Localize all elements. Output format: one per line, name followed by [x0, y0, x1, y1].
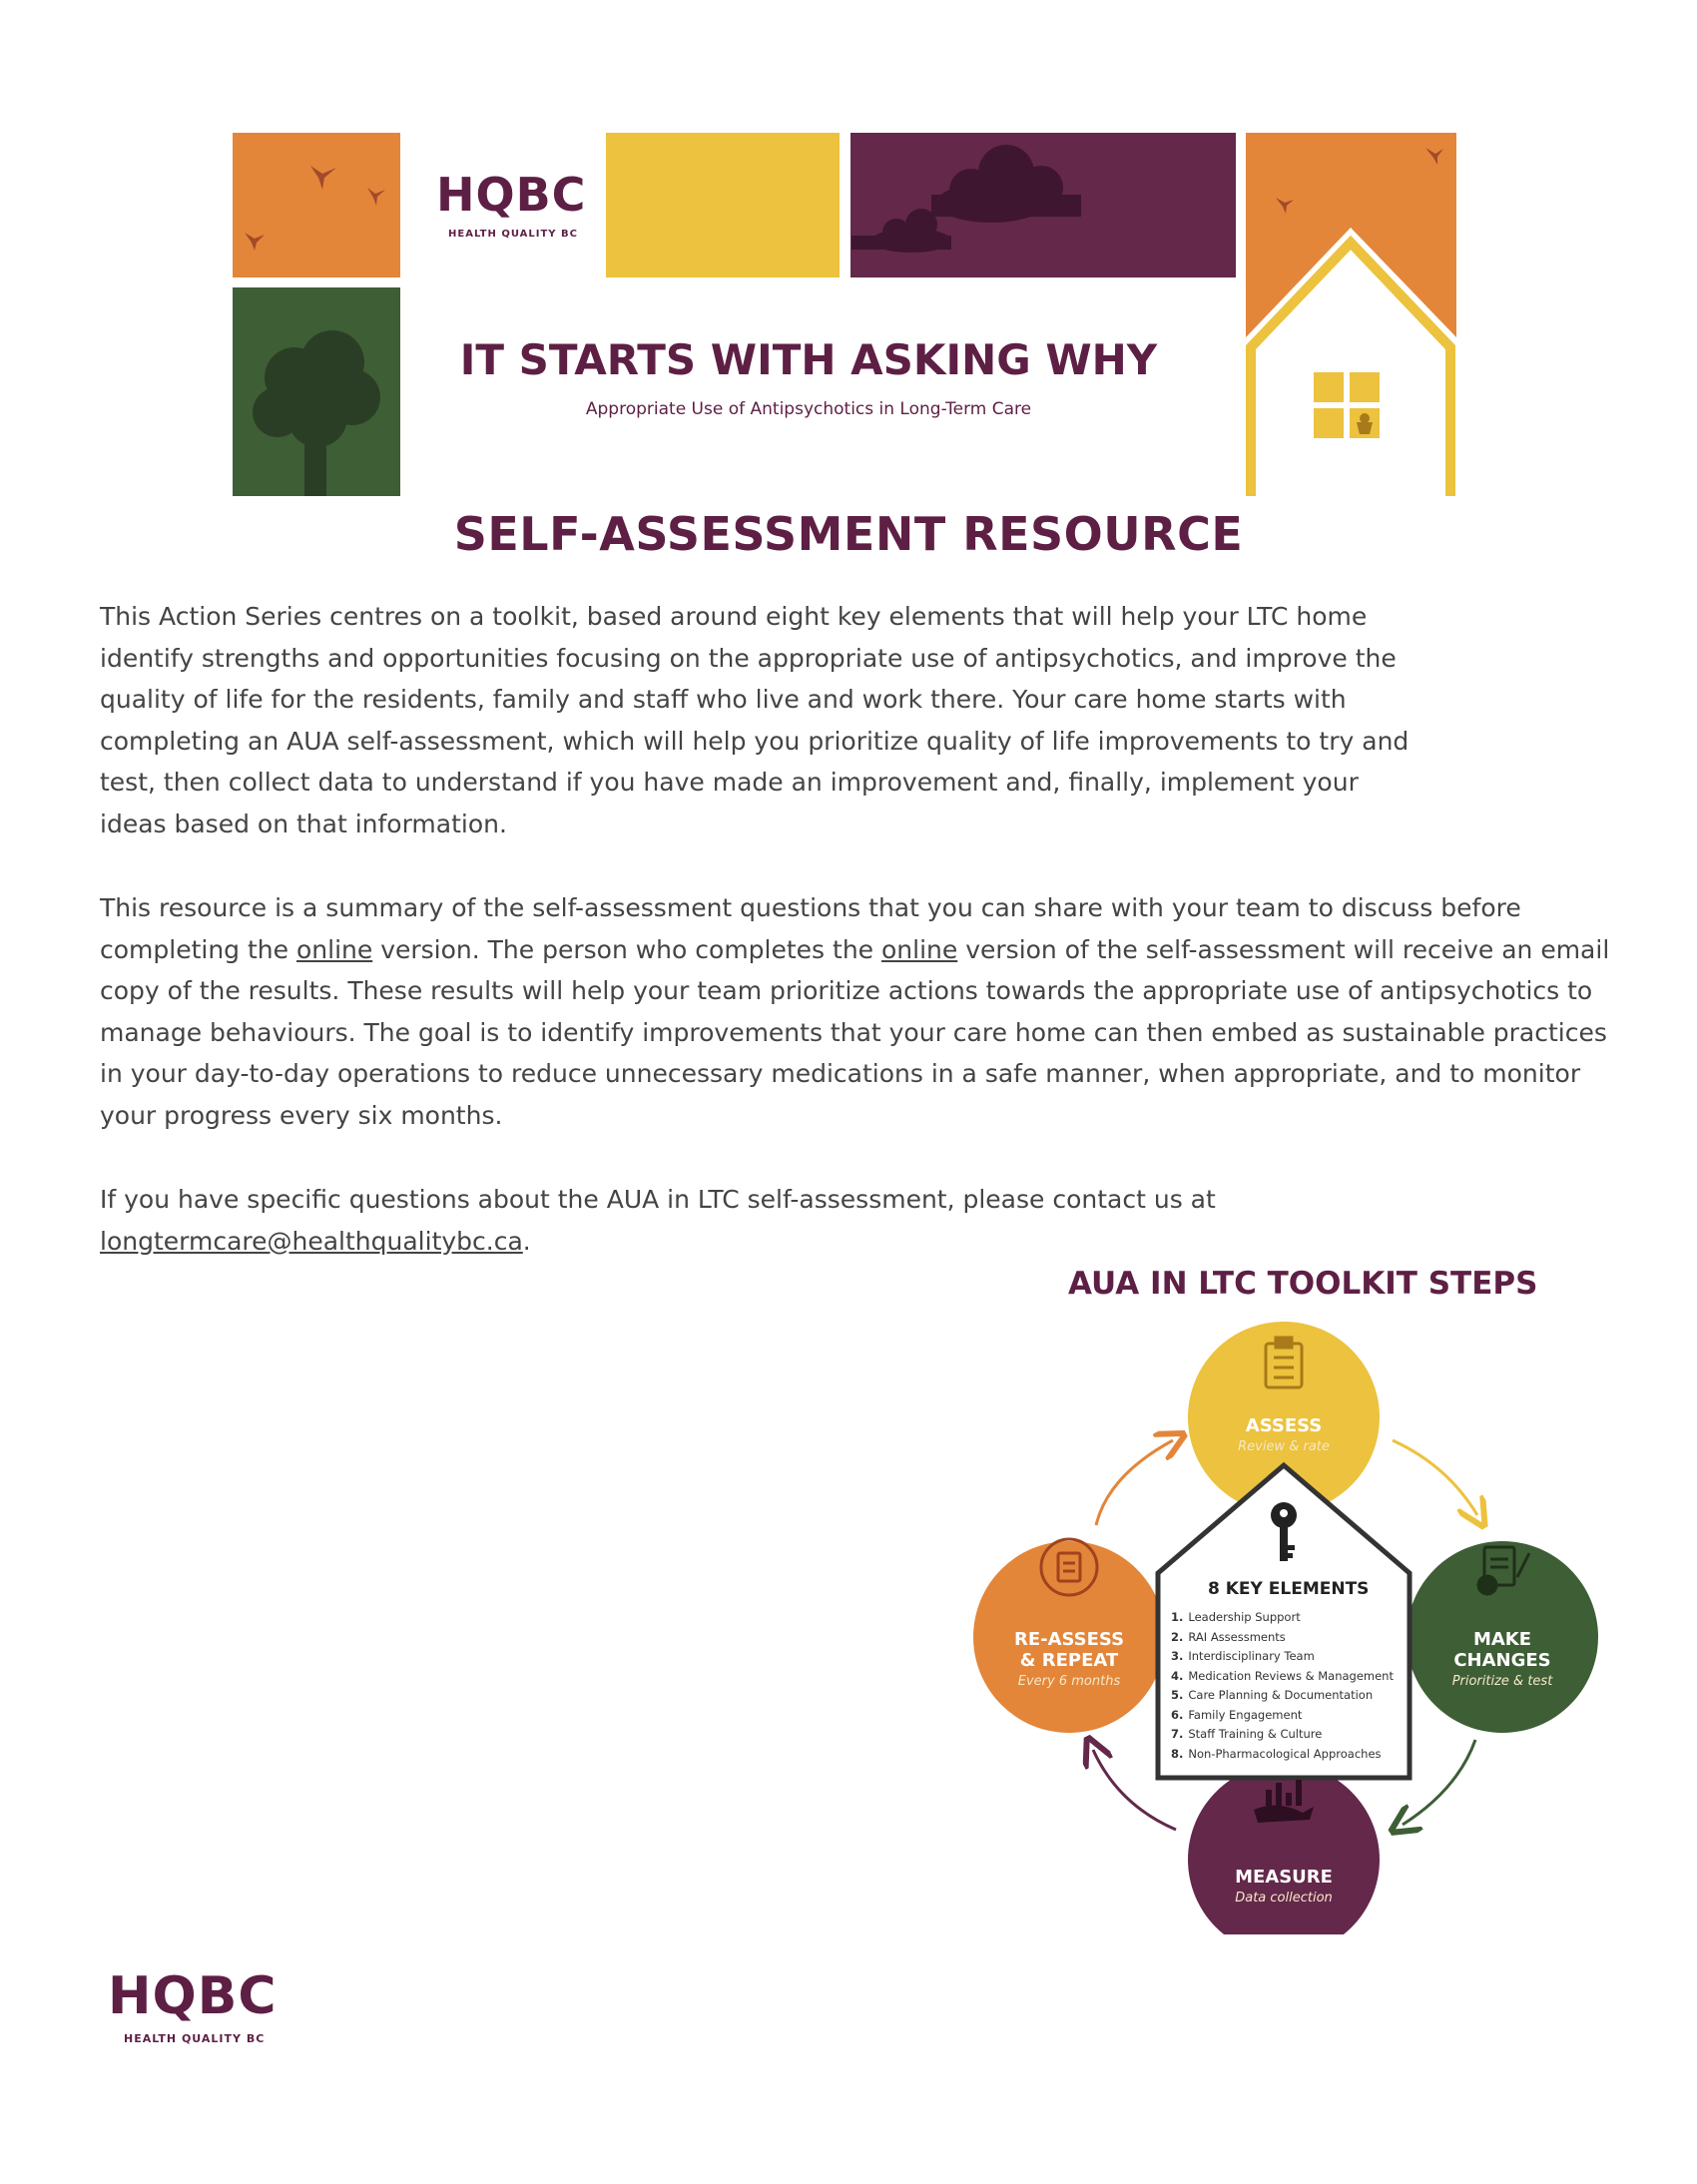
make-changes-title: MAKE: [1472, 1629, 1532, 1650]
measure-subtitle: Data collection: [1235, 1891, 1333, 1906]
email-link[interactable]: longtermcare@healthqualitybc.ca: [100, 1226, 523, 1256]
top-logo: HQBC: [436, 168, 587, 222]
summary-text: version of the self-assessment will receive an email copy of the results. These results will help your team prioritize actions towards the appropriate use of antipsychotics to manage behaviours. The goal is to identify improvements that your care home can then embed as sustainable practices in your day-to-day operations to reduce unnecessary medications in a safe manner, when appropriate, and to monitor your progress every six months.: [100, 934, 1610, 1130]
assess-subtitle: Review & rate: [1238, 1439, 1330, 1454]
summary-text: This resource is a summary of the self-assessment questions that you can share with your team to discuss before completing the: [100, 893, 1521, 964]
arrow-icon: [1096, 1440, 1173, 1525]
contact-paragraph: [100, 1179, 1427, 1262]
banner-artwork: [233, 133, 1456, 496]
summary-text: version. The person who completes the: [372, 934, 881, 964]
list-item: 4. Medication Reviews & Management: [1171, 1668, 1394, 1683]
orange-panel: [233, 133, 400, 277]
key-elements-list: [1171, 1608, 1394, 1764]
measure-label: [1184, 1867, 1384, 1906]
toolkit-diagram: [958, 1316, 1607, 1934]
measure-title: MEASURE: [1235, 1867, 1333, 1888]
toolkit-title: AUA IN LTC TOOLKIT STEPS: [1068, 1266, 1538, 1302]
banner-title: IT STARTS WITH ASKING WHY: [459, 335, 1158, 384]
arrow-icon: [1403, 1740, 1475, 1825]
list-item: 3. Interdisciplinary Team: [1171, 1649, 1315, 1663]
list-item: 2. RAI Assessments: [1171, 1629, 1286, 1644]
footer-logo-subtitle: HEALTH QUALITY BC: [124, 2032, 266, 2045]
banner-subtitle: Appropriate Use of Antipsychotics in Long-Term Care: [585, 399, 1032, 419]
assess-label: [1184, 1415, 1384, 1454]
list-item: 6. Family Engagement: [1171, 1707, 1303, 1722]
list-item: 1. Leadership Support: [1171, 1610, 1301, 1624]
online-link[interactable]: online: [881, 934, 958, 964]
make-changes-subtitle: Prioritize & test: [1451, 1674, 1553, 1689]
reassess-subtitle: Every 6 months: [1017, 1674, 1121, 1689]
reassess-label: [979, 1629, 1159, 1689]
online-link[interactable]: online: [295, 934, 373, 964]
key-elements-title: 8 KEY ELEMENTS: [1208, 1579, 1370, 1599]
contact-text: .: [522, 1226, 531, 1256]
reassess-title-2: & REPEAT: [1019, 1650, 1119, 1671]
assess-title: ASSESS: [1245, 1415, 1323, 1436]
list-item: 7. Staff Training & Culture: [1171, 1727, 1323, 1741]
make-changes-label: [1413, 1629, 1592, 1689]
arrow-icon: [1393, 1440, 1477, 1515]
measure-circle: [1188, 1764, 1380, 1934]
footer-logo: HQBC: [108, 1966, 278, 2026]
make-changes-title-2: CHANGES: [1453, 1650, 1551, 1671]
yellow-panel: [606, 133, 840, 277]
intro-paragraph: This Action Series centres on a toolkit, based around eight key elements that will help your LTC home identify strengths and opportunities focusing on the appropriate use of antipsychotics, and improve the quality of life for the residents, family and staff who live and work there. Your care home starts with completing an AUA self-assessment, which will help you prioritize quality of life improvements to try and test, then collect data to understand if you have made an improvement and, finally, implement your ideas based on that information.: [100, 602, 1410, 838]
top-logo-subtitle: HEALTH QUALITY BC: [448, 229, 578, 240]
list-item: 8. Non-Pharmacological Approaches: [1171, 1746, 1382, 1761]
contact-text: If you have specific questions about the AUA in LTC self-assessment, please contact us at: [100, 1185, 1216, 1214]
summary-paragraph: [100, 887, 1617, 1136]
reassess-title: RE-ASSESS: [1013, 1629, 1125, 1650]
page-title: SELF-ASSESSMENT RESOURCE: [453, 507, 1244, 561]
list-item: 5. Care Planning & Documentation: [1171, 1688, 1374, 1702]
header-banner: [233, 133, 1456, 496]
